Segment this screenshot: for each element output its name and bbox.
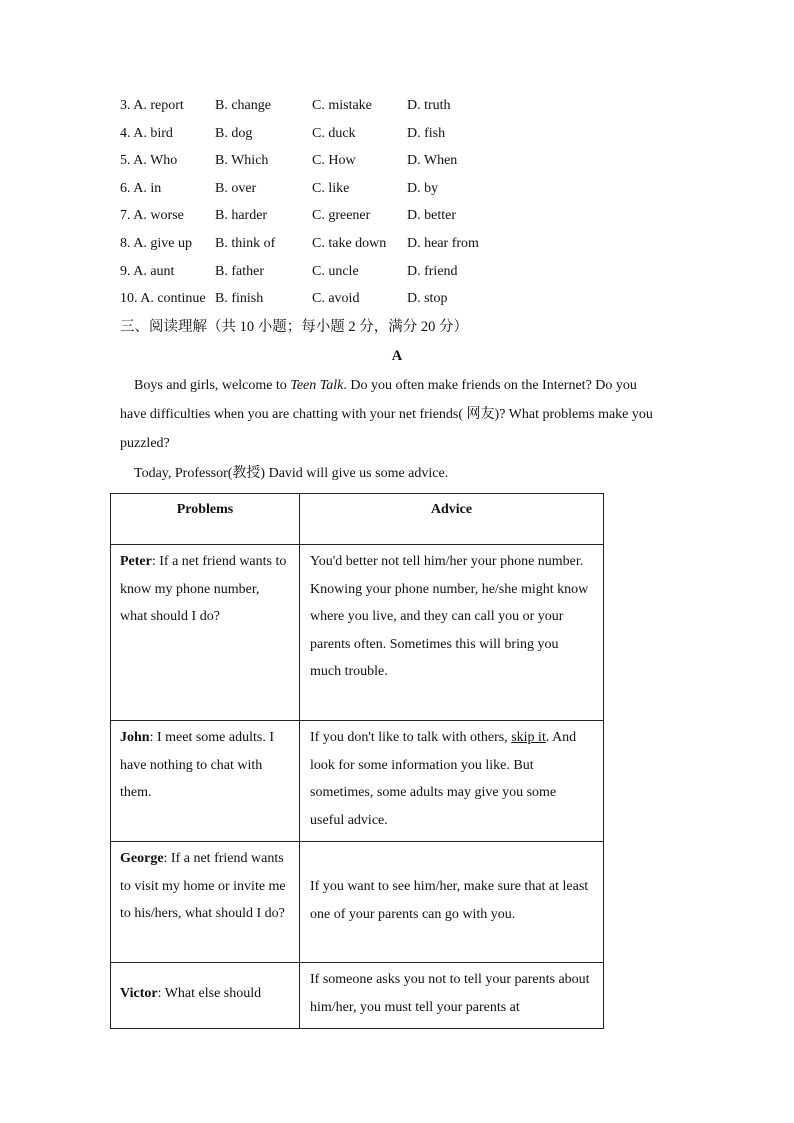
option-c: C. uncle	[312, 264, 359, 279]
option-c: C. take down	[312, 236, 387, 251]
problem-cell	[111, 721, 300, 842]
advice-text: If you don't like to talk with others,	[310, 730, 512, 745]
intro-paragraph	[120, 371, 665, 458]
header-advice: Advice	[300, 494, 604, 545]
option-b: B. father	[215, 264, 264, 279]
header-problems: Problems	[111, 494, 300, 545]
question-number: 8.	[120, 236, 131, 251]
option-d: D. better	[407, 208, 456, 223]
underlined-phrase: skip it	[511, 730, 546, 745]
option-c: C. duck	[312, 126, 356, 141]
section-heading: 三、阅读理解（共 10 小题；每小题 2 分，满分 20 分）	[120, 319, 468, 335]
option-b: B. dog	[215, 126, 253, 141]
option-d: D. friend	[407, 264, 458, 279]
option-d: D. When	[407, 153, 458, 168]
option-c: C. like	[312, 181, 350, 196]
person-name: John	[120, 730, 150, 745]
option-a: A. give up	[133, 236, 192, 251]
table-row	[111, 842, 604, 963]
question-number: 7.	[120, 208, 131, 223]
advice-cell: If someone asks you not to tell your parents about him/her, you must tell your parents at	[300, 963, 604, 1029]
problem-text: : If a net friend wants to visit my home or invite me to his/hers, what should I do?	[120, 851, 286, 922]
question-number: 5.	[120, 153, 131, 168]
advice-table	[110, 493, 604, 1029]
option-a: A. Who	[133, 153, 178, 168]
magazine-title: Teen Talk	[290, 378, 344, 393]
option-a: A. worse	[133, 208, 184, 223]
option-b: B. think of	[215, 236, 276, 251]
question-number: 3.	[120, 98, 131, 113]
question-number: 10.	[120, 291, 138, 306]
question-number: 4.	[120, 126, 131, 141]
table-row	[111, 721, 604, 842]
option-a: A. in	[133, 181, 162, 196]
option-c: C. mistake	[312, 98, 372, 113]
advice-cell	[300, 721, 604, 842]
option-a: A. continue	[140, 291, 206, 306]
option-d: D. hear from	[407, 236, 479, 251]
option-c: C. avoid	[312, 291, 360, 306]
table-header-row	[111, 494, 604, 545]
problem-cell	[111, 842, 300, 963]
passage-label: A	[391, 348, 403, 364]
option-d: D. stop	[407, 291, 448, 306]
option-b: B. change	[215, 98, 271, 113]
option-c: C. How	[312, 153, 356, 168]
person-name: Victor	[120, 986, 158, 1002]
person-name: George	[120, 851, 164, 866]
option-d: D. by	[407, 181, 439, 196]
problem-text: : What else should	[157, 986, 262, 1002]
option-a: A. report	[133, 98, 184, 113]
option-b: B. Which	[215, 153, 269, 168]
person-name: Peter	[120, 554, 152, 569]
option-a: A. aunt	[133, 264, 175, 279]
option-c: C. greener	[312, 208, 371, 223]
question-number: 6.	[120, 181, 131, 196]
advice-intro-text: Today, Professor(教授) David will give us some advice.	[134, 466, 449, 481]
intro-text: Boys and girls, welcome to	[134, 378, 291, 393]
option-a: A. bird	[133, 126, 173, 141]
option-b: B. harder	[215, 208, 268, 223]
problem-cell	[111, 545, 300, 721]
table-row	[111, 545, 604, 721]
advice-cell: You'd better not tell him/her your phone number. Knowing your phone number, he/she might know where you live, and they can call you or your parents often. Sometimes this will bring you much trouble.	[300, 545, 604, 721]
advice-cell: If you want to see him/her, make sure that at least one of your parents can go with you.	[300, 842, 604, 963]
option-b: B. finish	[215, 291, 264, 306]
intro-text-cont: . Do you often make friends on the Internet? Do you have difficulties when you are chatting with your net friends( 网友)? What problems make you puzzled?	[120, 378, 653, 451]
advice-intro-paragraph	[120, 459, 665, 488]
problem-cell	[111, 963, 300, 1029]
problem-text: : If a net friend wants to know my phone number, what should I do?	[120, 554, 287, 625]
advice-text-cont: . And look for some information you like. But sometimes, some adults may give you some useful advice.	[310, 730, 577, 828]
question-number: 9.	[120, 264, 131, 279]
option-b: B. over	[215, 181, 257, 196]
option-d: D. fish	[407, 126, 446, 141]
problem-text: : I meet some adults. I have nothing to chat with them.	[120, 730, 274, 801]
table-row	[111, 963, 604, 1029]
option-d: D. truth	[407, 98, 451, 113]
